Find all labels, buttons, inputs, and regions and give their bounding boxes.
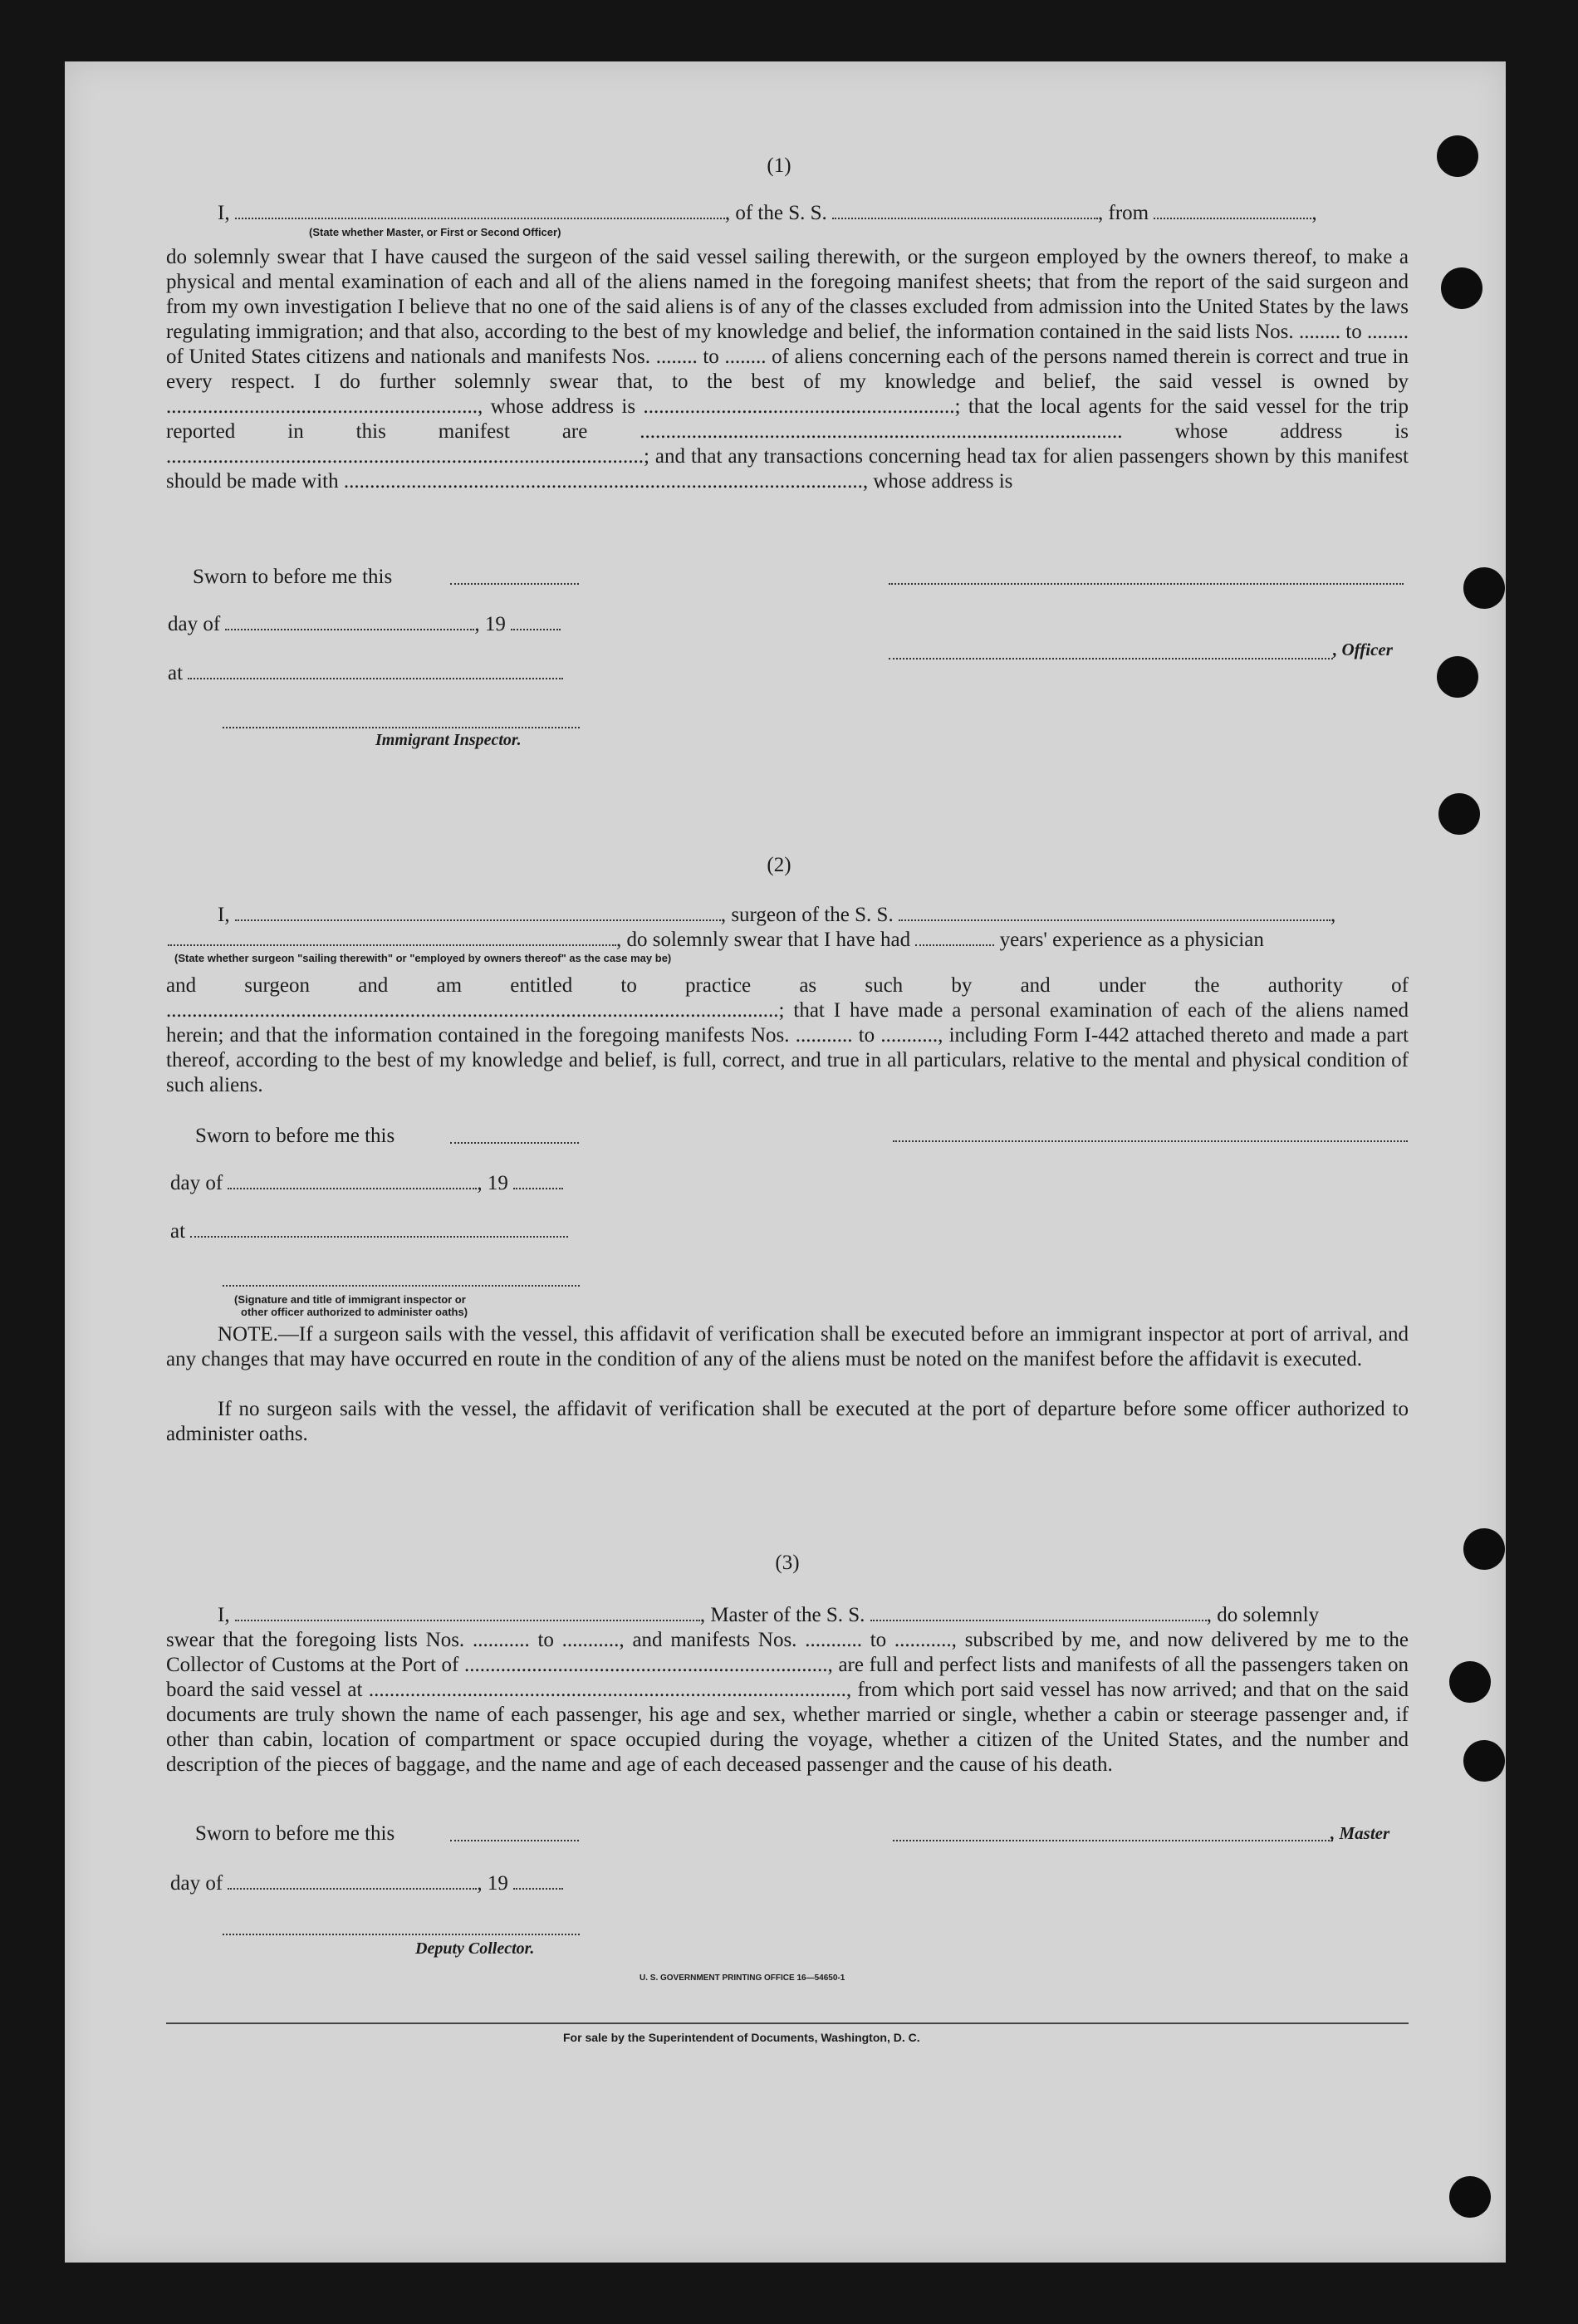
oath-officer-signature-field[interactable]: [223, 1285, 580, 1287]
section-2-sworn: Sworn to before me this: [195, 1125, 395, 1147]
label-at: at: [168, 662, 184, 684]
surgeon-name-field[interactable]: [235, 905, 721, 921]
label-i: I,: [218, 202, 230, 224]
sworn-date-field[interactable]: [450, 1142, 579, 1144]
collector-signature-field[interactable]: [223, 1934, 580, 1935]
section-3-day-of: [170, 1871, 563, 1896]
section-1-sworn: Sworn to before me this: [193, 566, 393, 588]
section-1-oath: do solemnly swear that I have caused the surgeon of the said vessel sailing therewith, or the surgeon employed by the owners thereof, to make a physical and mental examination of each and all of the aliens named in the foregoing manifest sheets; that from the report of the said surgeon and from my own investigation I believe that no one of the said aliens is of any of the classes excluded from admission into the United States by the laws regulating immigration; and that also, according to the best of my knowledge and belief, the information contained in the said lists Nos. ........ to ........ of United States citizens and nationals and manifests Nos. ........ to ........ of aliens concerning each of the persons named therein is correct and true in every respect. I do further solemnly swear that, to the best of my knowledge and belief, the said vessel is owned by ............................................................, whose address is ............................................................; that the local agents for the said vessel for the trip reported in this manifest are ............................................................................................. whose address is ............................................................................................; and that any transactions concerning head tax for alien passengers shown by this manifest should be made with ...................................................................................................., whose address is: [166, 246, 1409, 493]
inspector-signature-field[interactable]: [223, 727, 580, 728]
departure-port-field[interactable]: [1154, 203, 1311, 219]
master-signature-field[interactable]: [893, 1840, 1333, 1841]
label-surgeon-ss: , surgeon of the S. S.: [720, 904, 894, 926]
year-field[interactable]: [513, 1173, 563, 1189]
signature-note-line-2: other officer authorized to administer oaths): [241, 1306, 468, 1318]
section-1-heading: (1): [767, 154, 791, 177]
place-field[interactable]: [188, 663, 563, 679]
place-field[interactable]: [190, 1221, 568, 1238]
officer-label: , Officer: [1333, 640, 1393, 659]
punch-hole: [1437, 656, 1478, 698]
vessel-name-field[interactable]: [870, 1605, 1207, 1621]
inspector-label: Immigrant Inspector.: [375, 731, 522, 749]
collector-label: Deputy Collector.: [415, 1939, 535, 1958]
section-3-oath: swear that the foregoing lists Nos. ........... to ..........., and manifests Nos. ........... to ..........., subscribed by me, and now delivered by me to the Collector of Customs at the Port of ......................................................................, are full and perfect lists and manifests of all the passengers taken on board the said vessel at ............................................................................................, from which port said vessel has now arrived; and that on the said documents are truly shown the name of each passenger, his age and sex, whether married or single, whether a cabin or steerage passenger and, if other than cabin, location of compartment or space occupied during the voyage, whether a citizen of the United States, and the number and description of the pieces of baggage, and the name and age of each deceased passenger and the cause of his death.: [166, 1629, 1409, 1776]
section-3-sworn: Sworn to before me this: [195, 1822, 395, 1845]
officer-title-signature-field[interactable]: [889, 658, 1333, 659]
section-2-surgeon-line: I, , surgeon of the S. S. ,: [218, 904, 1336, 926]
label-year: , 19: [477, 1872, 508, 1895]
signature-note-line-1: (Signature and title of immigrant inspector or: [234, 1293, 466, 1306]
master-name-field[interactable]: [235, 1605, 700, 1621]
section-2-swear-line: [168, 928, 1264, 953]
label-from: , from: [1098, 202, 1149, 224]
label-day-of: day of: [170, 1872, 223, 1895]
punch-hole: [1441, 267, 1482, 309]
vessel-name-field[interactable]: [832, 203, 1098, 219]
label-of-ss: , of the S. S.: [724, 202, 827, 224]
label-swear: , do solemnly swear that I have had: [616, 929, 911, 951]
month-field[interactable]: [228, 1873, 477, 1890]
label-year: , 19: [477, 1172, 508, 1194]
sworn-date-field[interactable]: [450, 1840, 579, 1841]
punch-hole: [1463, 1528, 1505, 1570]
officer-title-field[interactable]: [235, 203, 725, 219]
footer-rule: [166, 2022, 1409, 2024]
section-1-day-of: [168, 612, 561, 637]
sworn-date-field[interactable]: [450, 583, 579, 585]
section-2-day-of: [170, 1171, 563, 1196]
punch-hole: [1449, 2176, 1491, 2218]
surgeon-signature-field[interactable]: [893, 1140, 1408, 1142]
surgeon-note: NOTE.—If a surgeon sails with the vessel, this affidavit of verification shall be executed before an immigrant inspector at port of arrival, and any changes that may have occurred en route in the condition of any of the aliens must be noted on the manifest before the affidavit is executed.: [166, 1323, 1409, 1370]
label-i: I,: [218, 904, 230, 926]
label-at: at: [170, 1220, 186, 1243]
surgeon-status-field[interactable]: [168, 929, 616, 946]
surgeon-status-note: (State whether surgeon "sailing therewith" or "employed by owners thereof" as the case may be): [174, 952, 672, 964]
label-i: I,: [218, 1604, 230, 1626]
section-2-at: [170, 1219, 568, 1244]
section-3-master-line: [218, 1603, 1319, 1628]
label-day-of: day of: [170, 1172, 223, 1194]
label-day-of: day of: [168, 613, 221, 635]
punch-hole: [1449, 1661, 1491, 1703]
section-1-at: [168, 661, 563, 686]
year-field[interactable]: [511, 614, 561, 630]
month-field[interactable]: [225, 614, 474, 630]
section-2-oath: and surgeon and am entitled to practice as such by and under the authority of ......................................................................................................................; that I have made a personal examination of each of the aliens named herein; and that the information contained in the foregoing manifests Nos. ........... to ..........., including Form I-442 attached thereto and made a part thereof, according to the best of my knowledge and belief, is full, correct, and true in all particulars, relative to the mental and physical condition of such aliens.: [166, 974, 1409, 1096]
master-label: , Master: [1331, 1823, 1390, 1843]
punch-hole: [1438, 793, 1480, 835]
label-master-ss: , Master of the S. S.: [699, 1604, 865, 1626]
no-surgeon-note: If no surgeon sails with the vessel, the affidavit of verification shall be executed at the port of departure before some officer authorized to administer oaths.: [166, 1398, 1409, 1445]
label-solemnly: , do solemnly: [1206, 1604, 1320, 1626]
officer-signature-field[interactable]: [889, 583, 1404, 585]
punch-hole: [1463, 567, 1505, 609]
years-experience-field[interactable]: [915, 929, 994, 946]
officer-title-note: (State whether Master, or First or Second Officer): [309, 226, 561, 238]
section-1-officer-line: I, , of the S. S. , from ,: [218, 202, 1317, 224]
month-field[interactable]: [228, 1173, 477, 1189]
label-year: , 19: [474, 613, 506, 635]
sale-notice: For sale by the Superintendent of Documents, Washington, D. C.: [563, 2031, 920, 2044]
year-field[interactable]: [513, 1873, 563, 1890]
section-3-heading: (3): [775, 1552, 800, 1574]
label-years: years' experience as a physician: [999, 929, 1264, 951]
punch-hole: [1437, 135, 1478, 177]
punch-hole: [1463, 1740, 1505, 1782]
gpo-imprint: U. S. GOVERNMENT PRINTING OFFICE 16—54650-1: [640, 1973, 845, 1983]
section-2-heading: (2): [767, 854, 791, 876]
vessel-name-field[interactable]: [899, 905, 1331, 921]
